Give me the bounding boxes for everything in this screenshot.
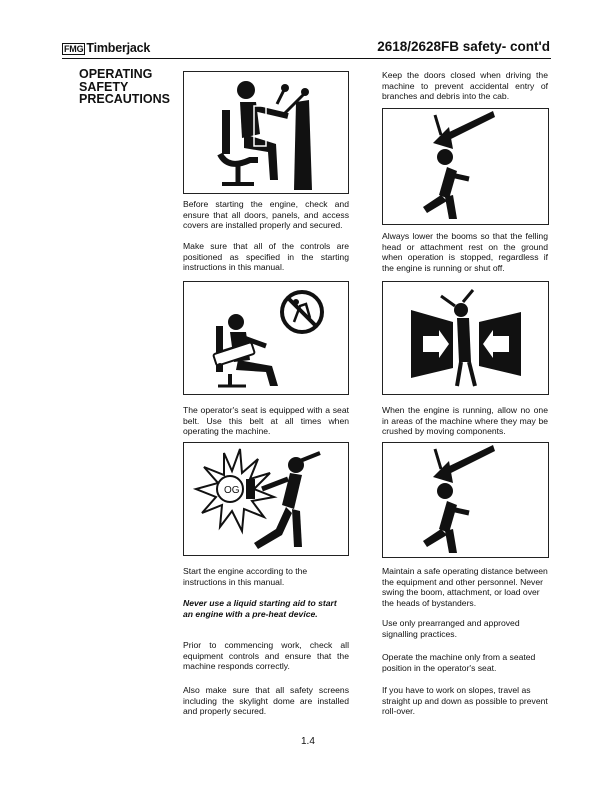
boom-bystander-icon xyxy=(382,442,549,558)
seated-operator-controls-icon xyxy=(183,71,349,194)
left-paragraph-2: Make sure that all of the controls are positioned as specified in the starting instructions in this manual. xyxy=(183,241,349,273)
starting-fluid-explosion-icon xyxy=(183,442,349,556)
section-heading-line1: OPERATING xyxy=(79,67,153,81)
page-number: 1.4 xyxy=(301,736,315,747)
left-paragraph-3: The operator's seat is equipped with a seat belt. Use this belt at all times when operating the machine. xyxy=(183,405,349,437)
section-heading xyxy=(79,68,170,106)
right-paragraph-2: Always lower the booms so that the felling head or attachment rest on the ground when operation is stopped, regardless if the engine is running or shut off. xyxy=(382,231,548,273)
left-paragraph-4: Start the engine according to the instructions in this manual. xyxy=(183,566,308,587)
right-paragraph-7: If you have to work on slopes, travel as straight up and down as possible to prevent roll-over. xyxy=(382,685,548,717)
section-heading-line3: PRECAUTIONS xyxy=(79,92,170,106)
branch-entry-cab-icon xyxy=(382,108,549,225)
right-paragraph-3: When the engine is running, allow no one in areas of the machine where they may be crushed by moving components. xyxy=(382,405,548,437)
left-paragraph-5: Prior to commencing work, check all equipment controls and ensure that the machine responds correctly. xyxy=(183,640,349,672)
crush-hazard-icon xyxy=(382,281,549,395)
brand-name: Timberjack xyxy=(86,41,151,55)
right-paragraph-6: Operate the machine only from a seated position in the operator's seat. xyxy=(382,652,536,673)
svg-text:OG: OG xyxy=(224,485,240,496)
seat-belt-icon xyxy=(183,281,349,395)
document-title: 2618/2628FB safety- cont'd xyxy=(377,39,550,54)
liquid-starting-aid-warning: Never use a liquid starting aid to start an engine with a pre-heat device. xyxy=(183,598,337,619)
brand-badge: FMG xyxy=(64,44,84,54)
left-paragraph-6: Also make sure that all safety screens including the skylight dome are installed and properly secured. xyxy=(183,685,349,717)
right-paragraph-1: Keep the doors closed when driving the machine to prevent accidental entry of branches and debris into the cab. xyxy=(382,70,548,102)
left-paragraph-1: Before starting the engine, check and ensure that all doors, panels, and access covers are installed properly and secured. xyxy=(183,199,349,231)
header-rule xyxy=(62,58,551,59)
right-paragraph-4: Maintain a safe operating distance between the equipment and other personnel. Never swing the boom, attachment, or load over the heads of bystanders. xyxy=(382,566,548,608)
right-paragraph-5: Use only prearranged and approved signalling practices. xyxy=(382,618,520,639)
section-heading-line2: SAFETY xyxy=(79,79,129,94)
brand-logo xyxy=(62,41,150,55)
